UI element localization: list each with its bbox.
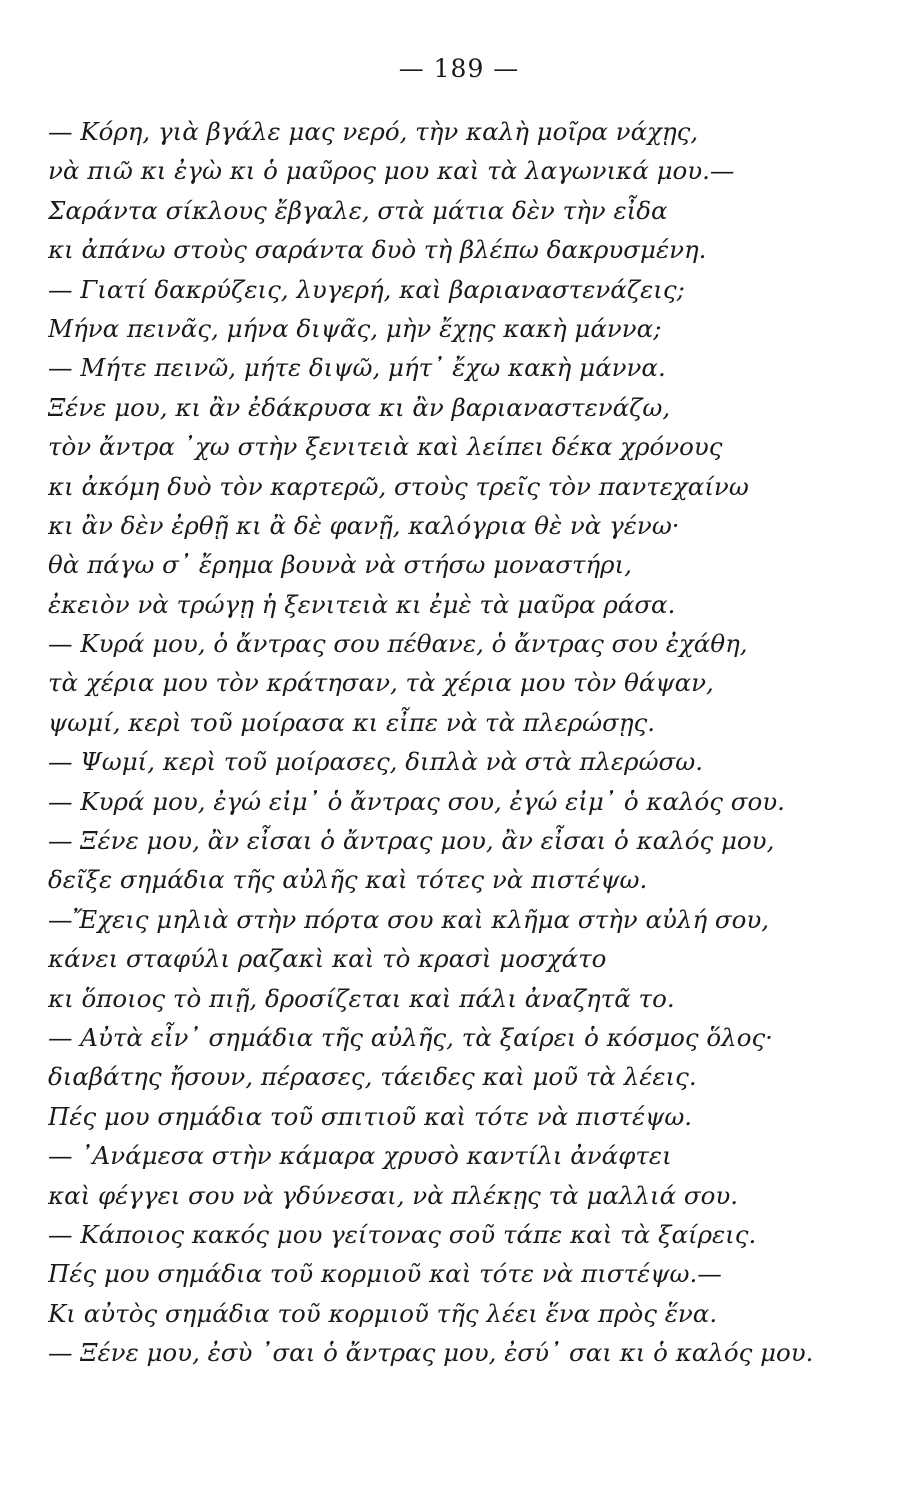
poem-line: καὶ φέγγει σου νὰ γδύνεσαι, νὰ πλέκῃς τὰ μαλλιά σου. xyxy=(48,1180,739,1210)
poem-line: Μήνα πεινᾶς, μήνα διψᾶς, μὴν ἔχῃς κακὴ μάννα; xyxy=(48,313,662,343)
page-number: — 189 — xyxy=(398,54,520,83)
poem-line: Ξένε μου, κι ἂν ἐδάκρυσα κι ἂν βαριαναστενάζω, xyxy=(48,392,671,422)
poem-line: — Ξένε μου, ἐσὺ ᾽σαι ὁ ἄντρας μου, ἐσύ᾽ σαι κι ὁ καλός μου. xyxy=(48,1338,814,1368)
poem-line: διαβάτης ἤσουν, πέρασες, τάειδες καὶ μοῦ τὰ λέεις. xyxy=(48,1062,697,1092)
poem-line: κι ἀκόμη δυὸ τὸν καρτερῶ, στοὺς τρεῖς τὸν παντεχαίνω xyxy=(48,471,749,501)
poem-line: — ᾽Ανάμεσα στὴν κάμαρα χρυσὸ καντίλι ἀνάφτει xyxy=(48,1141,672,1171)
poem-line: — Κάποιος κακός μου γείτονας σοῦ τάπε καὶ τὰ ξαίρεις. xyxy=(48,1219,757,1249)
poem-line: — Ξένε μου, ἂν εἶσαι ὁ ἄντρας μου, ἂν εἶσαι ὁ καλός μου, xyxy=(48,826,775,856)
poem-line: κι ὅποιος τὸ πιῇ, δροσίζεται καὶ πάλι ἀναζητᾶ το. xyxy=(48,983,675,1013)
poem-line: ἐκειὸν νὰ τρώγῃ ἡ ξενιτειὰ κι ἐμὲ τὰ μαῦρα ράσα. xyxy=(48,589,676,619)
poem-line: κι ἂν δὲν ἐρθῇ κι ἂ δὲ φανῇ, καλόγρια θὲ νὰ γένω· xyxy=(48,510,680,540)
poem-line: Πές μου σημάδια τοῦ σπιτιοῦ καὶ τότε νὰ πιστέψω. xyxy=(48,1101,693,1131)
poem-line: τὸν ἄντρα ᾽χω στὴν ξενιτειὰ καὶ λείπει δέκα χρόνους xyxy=(48,432,723,462)
poem-line: — Αὐτὰ εἶν᾽ σημάδια τῆς αὐλῆς, τὰ ξαίρει ὁ κόσμος ὅλος· xyxy=(48,1022,773,1052)
poem-line: Σαράντα σίκλους ἔβγαλε, στὰ μάτια δὲν τὴν εἶδα xyxy=(48,195,668,225)
poem-line: — Κόρη, γιὰ βγάλε μας νερό, τὴν καλὴ μοῖρα νάχῃς, xyxy=(48,117,699,146)
poem-line: κάνει σταφύλι ραζακὶ καὶ τὸ κρασὶ μοσχάτο xyxy=(48,944,607,974)
poem-line: ψωμί, κερὶ τοῦ μοίρασα κι εἶπε νὰ τὰ πλερώσῃς. xyxy=(48,707,656,737)
poem-line: δεῖξε σημάδια τῆς αὐλῆς καὶ τότες νὰ πιστέψω. xyxy=(48,865,648,895)
poem-line: — Μήτε πεινῶ, μήτε διψῶ, μήτ᾽ ἔχω κακὴ μάννα. xyxy=(48,353,666,383)
poem-line: Πές μου σημάδια τοῦ κορμιοῦ καὶ τότε νὰ πιστέψω.— xyxy=(48,1259,722,1289)
poem-line: τὰ χέρια μου τὸν κράτησαν, τὰ χέρια μου τὸν θάψαν, xyxy=(48,668,714,698)
poem-line: νὰ πιῶ κι ἐγὼ κι ὁ μαῦρος μου καὶ τὰ λαγωνικά μου.— xyxy=(48,156,735,186)
poem-text xyxy=(48,112,898,1373)
poem-line: —Ἔχεις μηλιὰ στὴν πόρτα σου καὶ κλῆμα στὴν αὐλή σου, xyxy=(48,904,770,934)
poem-line: Κι αὐτὸς σημάδια τοῦ κορμιοῦ τῆς λέει ἕνα πρὸς ἕνα. xyxy=(48,1298,718,1328)
poem-line: — Γιατί δακρύζεις, λυγερή, καὶ βαριαναστενάζεις; xyxy=(48,274,685,304)
poem-line: — Κυρά μου, ὁ ἄντρας σου πέθανε, ὁ ἄντρας σου ἐχάθη, xyxy=(48,629,748,659)
poem-line: θὰ πάγω σ᾽ ἔρημα βουνὰ νὰ στήσω μοναστήρι, xyxy=(48,550,632,580)
poem-line: — Ψωμί, κερὶ τοῦ μοίρασες, διπλὰ νὰ στὰ πλερώσω. xyxy=(48,747,704,777)
poem-line: κι ἀπάνω στοὺς σαράντα δυὸ τὴ βλέπω δακρυσμένη. xyxy=(48,235,707,265)
poem-line: — Κυρά μου, ἐγώ εἰμ᾽ ὁ ἄντρας σου, ἐγώ εἰμ᾽ ὁ καλός σου. xyxy=(48,786,785,816)
